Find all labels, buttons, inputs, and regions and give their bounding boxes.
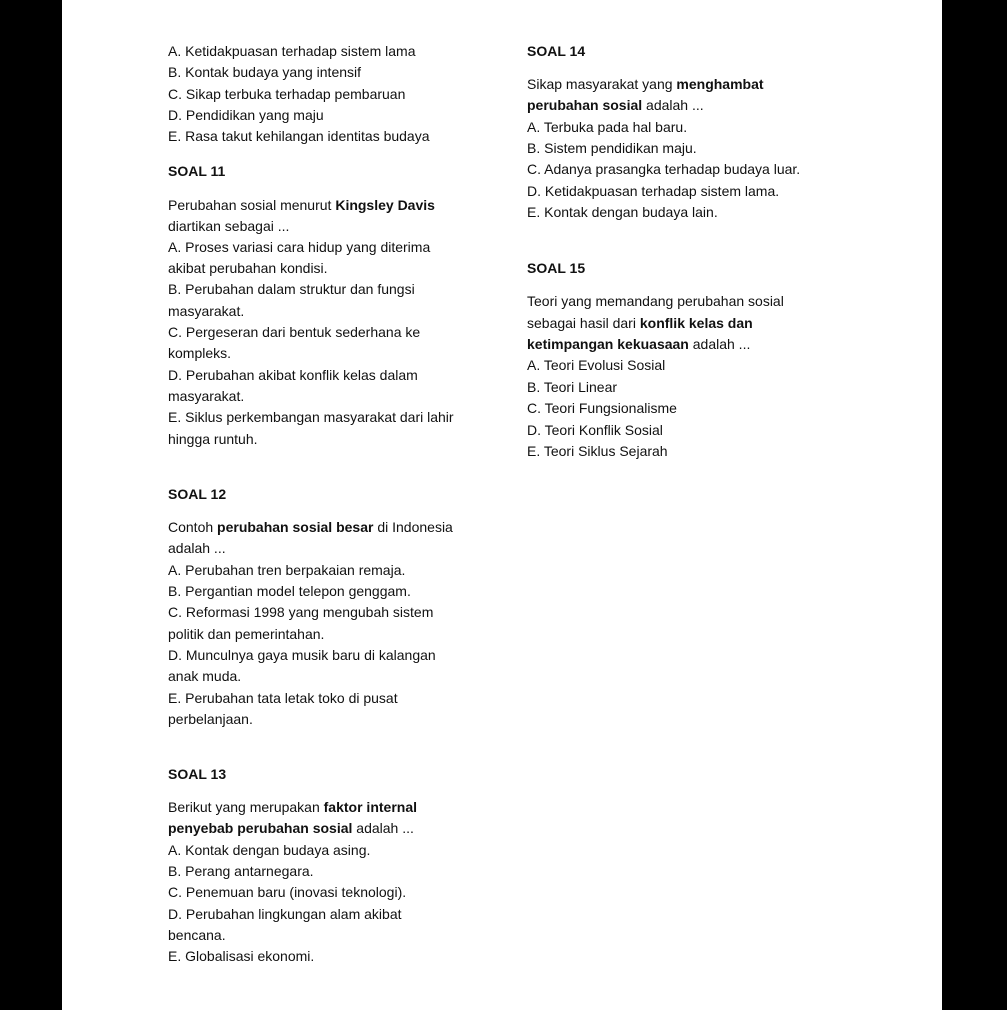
soal14-option-e: E. Kontak dengan budaya lain. [527,204,718,220]
soal15-question-line1: Teori yang memandang perubahan sosial [527,293,784,309]
soal14-title: SOAL 14 [527,43,586,59]
soal11-question-line2: diartikan sebagai ... [168,218,290,234]
soal13-question-line2: penyebab perubahan sosial adalah ... [168,820,414,836]
soal11-option-b-cont: masyarakat. [168,303,245,319]
soal12-option-c-cont: politik dan pemerintahan. [168,626,325,642]
soal11-option-c: C. Pergeseran dari bentuk sederhana ke [168,324,421,340]
soal11-question-line1: Perubahan sosial menurut Kingsley Davis [168,197,435,213]
soal11-option-b: B. Perubahan dalam struktur dan fungsi [168,281,415,297]
soal11-option-d-cont: masyarakat. [168,388,245,404]
soal13-option-b: B. Perang antarnegara. [168,863,314,879]
soal11-option-a-cont: akibat perubahan kondisi. [168,260,328,276]
soal15-option-b: B. Teori Linear [527,379,618,395]
soal13-question-line1: Berikut yang merupakan faktor internal [168,799,417,815]
soal13-option-a: A. Kontak dengan budaya asing. [168,842,371,858]
soal11-option-e: E. Siklus perkembangan masyarakat dari lahir [168,409,454,425]
soal10-option-a: A. Ketidakpuasan terhadap sistem lama [168,43,416,59]
soal14-option-c: C. Adanya prasangka terhadap budaya luar. [527,161,801,177]
soal10-option-c: C. Sikap terbuka terhadap pembaruan [168,86,406,102]
soal14-question-line1: Sikap masyarakat yang menghambat [527,76,764,92]
soal11-option-e-cont: hingga runtuh. [168,431,258,447]
soal15-option-e: E. Teori Siklus Sejarah [527,443,668,459]
soal11-option-c-cont: kompleks. [168,345,232,361]
soal12-question-line1: Contoh perubahan sosial besar di Indonesia [168,519,453,535]
soal10-option-d: D. Pendidikan yang maju [168,107,324,123]
soal11-title: SOAL 11 [168,163,226,179]
soal15-option-c: C. Teori Fungsionalisme [527,400,677,416]
soal10-option-b: B. Kontak budaya yang intensif [168,64,362,80]
soal12-option-e: E. Perubahan tata letak toko di pusat [168,690,398,706]
soal13-title: SOAL 13 [168,766,227,782]
soal14-option-b: B. Sistem pendidikan maju. [527,140,697,156]
soal11-option-a: A. Proses variasi cara hidup yang diterima [168,239,431,255]
soal15-title: SOAL 15 [527,260,586,276]
soal12-option-c: C. Reformasi 1998 yang mengubah sistem [168,604,434,620]
soal12-option-b: B. Pergantian model telepon genggam. [168,583,411,599]
soal14-question-line2: perubahan sosial adalah ... [527,97,704,113]
soal15-question-line3: ketimpangan kekuasaan adalah ... [527,336,751,352]
soal13-option-e: E. Globalisasi ekonomi. [168,948,315,964]
soal12-question-line2: adalah ... [168,540,226,556]
soal11-option-d: D. Perubahan akibat konflik kelas dalam [168,367,418,383]
soal12-option-a: A. Perubahan tren berpakaian remaja. [168,562,406,578]
soal12-option-d-cont: anak muda. [168,668,242,684]
soal13-option-d-cont: bencana. [168,927,226,943]
soal13-option-c: C. Penemuan baru (inovasi teknologi). [168,884,407,900]
soal10-option-e: E. Rasa takut kehilangan identitas budaya [168,128,430,144]
soal13-option-d: D. Perubahan lingkungan alam akibat [168,906,402,922]
soal12-option-d: D. Munculnya gaya musik baru di kalangan [168,647,436,663]
soal14-option-a: A. Terbuka pada hal baru. [527,119,688,135]
soal15-option-d: D. Teori Konflik Sosial [527,422,663,438]
soal14-option-d: D. Ketidakpuasan terhadap sistem lama. [527,183,780,199]
soal15-question-line2: sebagai hasil dari konflik kelas dan [527,315,753,331]
soal12-title: SOAL 12 [168,486,227,502]
document-page [62,0,942,1010]
soal12-option-e-cont: perbelanjaan. [168,711,253,727]
soal15-option-a: A. Teori Evolusi Sosial [527,357,666,373]
